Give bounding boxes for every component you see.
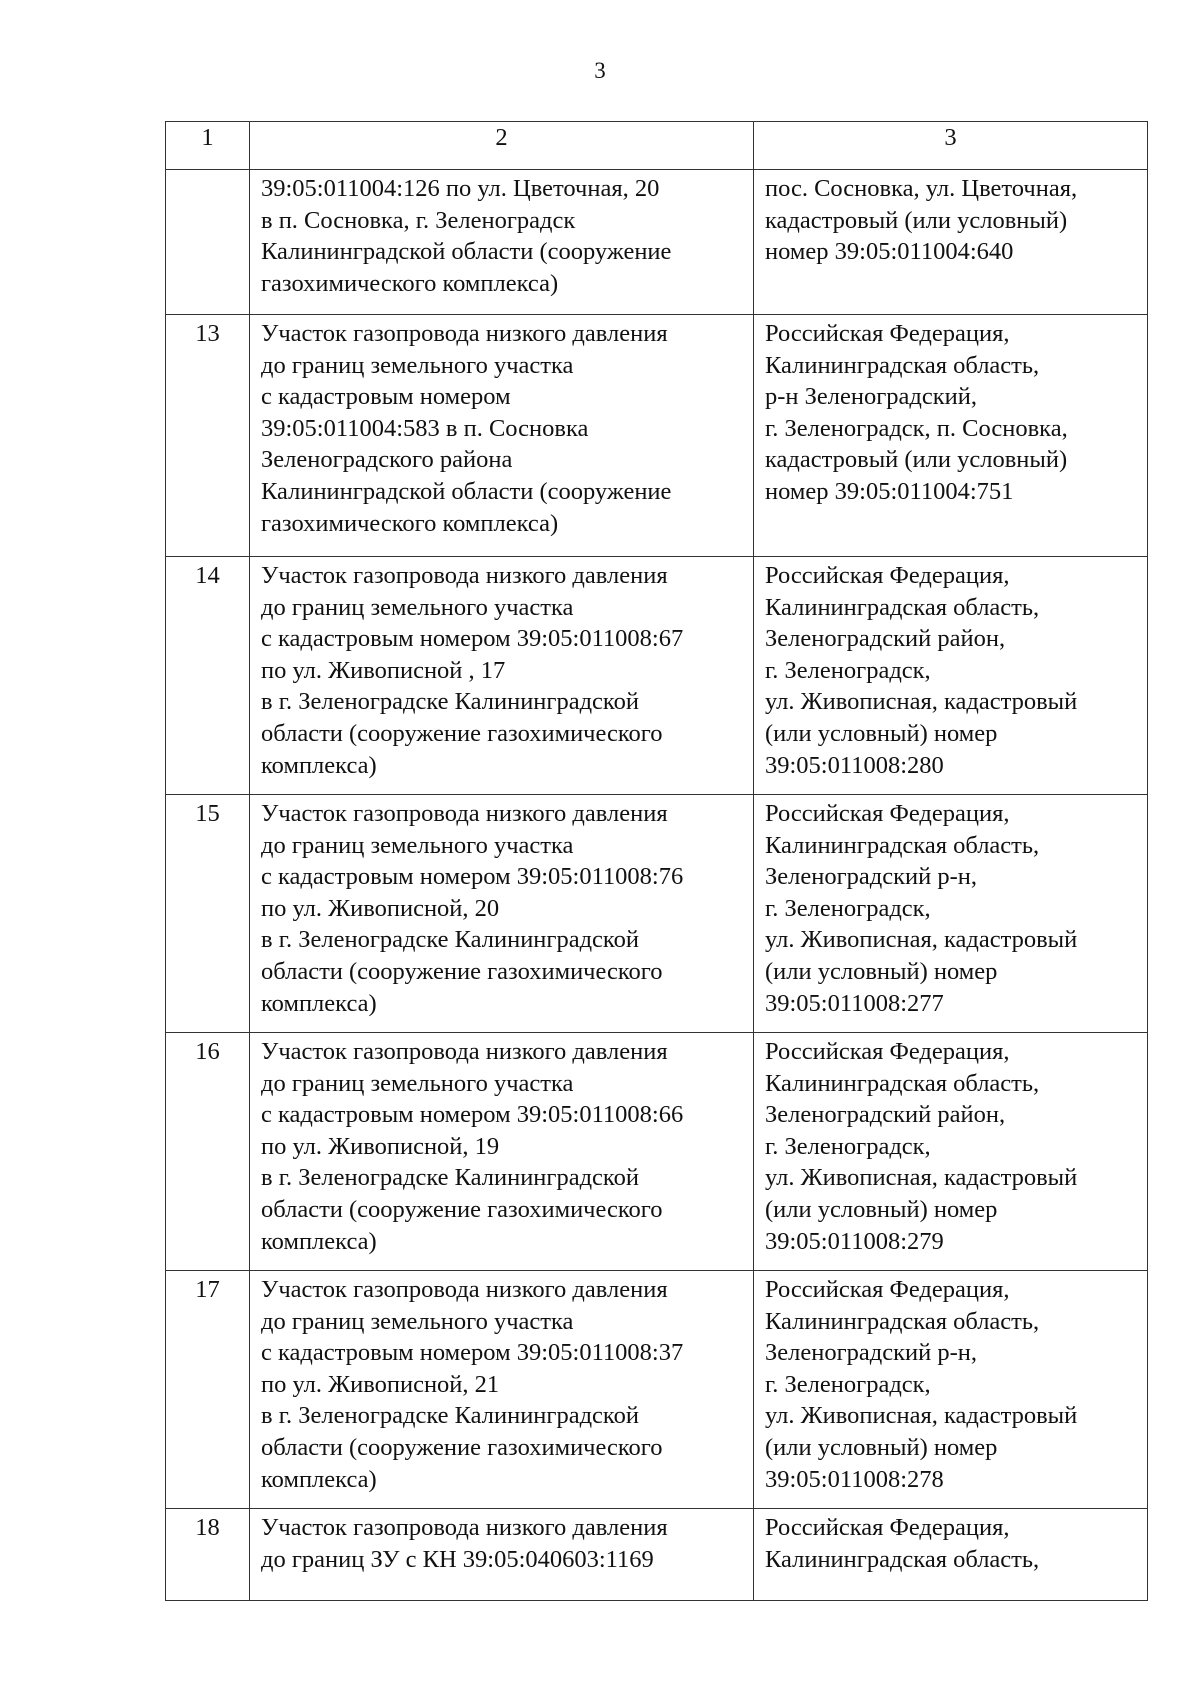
table-row (166, 557, 1148, 795)
object-description: Участок газопровода низкого давления до границ земельного участка с кадастровым номером 39:05:011004:583 в п. Сосновка Зеленоградского района Калининградской области (сооружение газохимического комплекса) (250, 315, 754, 557)
table-header-row (166, 122, 1148, 170)
row-number: 14 (166, 557, 250, 795)
row-number: 15 (166, 795, 250, 1033)
table-row (166, 1271, 1148, 1509)
object-description: Участок газопровода низкого давления до границ земельного участка с кадастровым номером 39:05:011008:76 по ул. Живописной, 20 в г. Зеленоградске Калининградской области (сооружение газохимического комплекса) (250, 795, 754, 1033)
row-number: 13 (166, 315, 250, 557)
object-description: Участок газопровода низкого давления до границ земельного участка с кадастровым номером 39:05:011008:66 по ул. Живописной, 19 в г. Зеленоградске Калининградской области (сооружение газохимического комплекса) (250, 1033, 754, 1271)
object-address: Российская Федерация, Калининградская область, (754, 1509, 1148, 1601)
object-description: Участок газопровода низкого давления до границ земельного участка с кадастровым номером 39:05:011008:37 по ул. Живописной, 21 в г. Зеленоградске Калининградской области (сооружение газохимического комплекса) (250, 1271, 754, 1509)
header-col-3: 3 (754, 122, 1148, 170)
object-address: пос. Сосновка, ул. Цветочная, кадастровый (или условный) номер 39:05:011004:640 (754, 170, 1148, 315)
table-row (166, 795, 1148, 1033)
object-address: Российская Федерация, Калининградская область, Зеленоградский р-н, г. Зеленоградск, ул. Живописная, кадастровый (или условный) номер 39:05:011008:277 (754, 795, 1148, 1033)
page-number: 3 (594, 58, 606, 83)
row-number (166, 170, 250, 315)
object-address: Российская Федерация, Калининградская область, Зеленоградский район, г. Зеленоградск, ул. Живописная, кадастровый (или условный) номер 39:05:011008:279 (754, 1033, 1148, 1271)
header-col-2: 2 (250, 122, 754, 170)
table-row (166, 315, 1148, 557)
row-number: 18 (166, 1509, 250, 1601)
object-address: Российская Федерация, Калининградская область, р-н Зеленоградский, г. Зеленоградск, п. Сосновка, кадастровый (или условный) номер 39:05:011004:751 (754, 315, 1148, 557)
object-description: Участок газопровода низкого давления до границ ЗУ с КН 39:05:040603:1169 (250, 1509, 754, 1601)
objects-table (165, 121, 1148, 1601)
table-row (166, 1509, 1148, 1601)
header-col-1: 1 (166, 122, 250, 170)
object-description: 39:05:011004:126 по ул. Цветочная, 20 в п. Сосновка, г. Зеленоградск Калининградской области (сооружение газохимического комплекса) (250, 170, 754, 315)
row-number: 17 (166, 1271, 250, 1509)
table-row (166, 1033, 1148, 1271)
row-number: 16 (166, 1033, 250, 1271)
object-address: Российская Федерация, Калининградская область, Зеленоградский р-н, г. Зеленоградск, ул. Живописная, кадастровый (или условный) номер 39:05:011008:278 (754, 1271, 1148, 1509)
object-description: Участок газопровода низкого давления до границ земельного участка с кадастровым номером 39:05:011008:67 по ул. Живописной , 17 в г. Зеленоградске Калининградской области (сооружение газохимического комплекса) (250, 557, 754, 795)
object-address: Российская Федерация, Калининградская область, Зеленоградский район, г. Зеленоградск, ул. Живописная, кадастровый (или условный) номер 39:05:011008:280 (754, 557, 1148, 795)
table-row (166, 170, 1148, 315)
